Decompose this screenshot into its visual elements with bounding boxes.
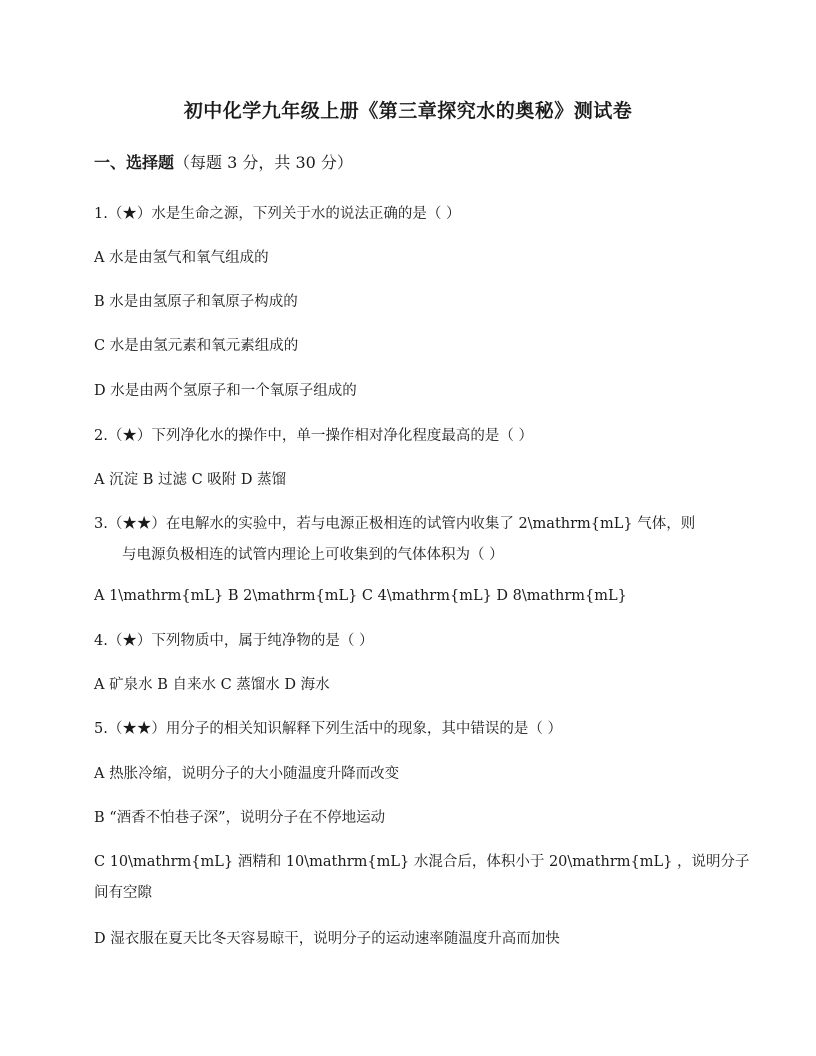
- question-3-stem-continued: 与电源负极相连的试管内理论上可收集到的气体体积为（ ）: [122, 547, 504, 563]
- question-3-stem: 3.（★★）在电解水的实验中，若与电源正极相连的试管内收集了 2\mathrm{mL} 气体，则: [94, 516, 696, 532]
- question-2-stem: 2.（★）下列净化水的操作中，单一操作相对净化程度最高的是（ ）: [94, 428, 533, 444]
- question-5-stem: 5.（★★）用分子的相关知识解释下列生活中的现象，其中错误的是（ ）: [94, 721, 562, 737]
- question-5-option-a: A 热胀冷缩，说明分子的大小随温度升降而改变: [94, 766, 400, 782]
- section-heading-label: 一、选择题: [94, 153, 175, 172]
- question-4-stem: 4.（★）下列物质中，属于纯净物的是（ ）: [94, 633, 374, 649]
- question-1-stem: 1.（★）水是生命之源，下列关于水的说法正确的是（ ）: [94, 206, 461, 222]
- question-1-option-a: A 水是由氢气和氧气组成的: [94, 250, 269, 266]
- question-1-option-c: C 水是由氢元素和氧元素组成的: [94, 338, 299, 354]
- question-3-options: A 1\mathrm{mL} B 2\mathrm{mL} C 4\mathrm{mL} D 8\mathrm{mL}: [94, 588, 627, 604]
- section-heading-note: （每题 3 分，共 30 分）: [174, 153, 353, 172]
- question-1-option-d: D 水是由两个氢原子和一个氧原子组成的: [94, 383, 357, 399]
- question-2-options: A 沉淀 B 过滤 C 吸附 D 蒸馏: [94, 472, 287, 488]
- question-4-options: A 矿泉水 B 自来水 C 蒸馏水 D 海水: [94, 677, 330, 693]
- question-5-option-b: B “酒香不怕巷子深”，说明分子在不停地运动: [94, 810, 386, 826]
- section-heading: [94, 150, 353, 173]
- question-5-option-c: C 10\mathrm{mL} 酒精和 10\mathrm{mL} 水混合后，体积小于 20\mathrm{mL} ，说明分子: [94, 854, 750, 870]
- question-5-option-c-continued: 间有空隙: [94, 885, 152, 901]
- document-title: 初中化学九年级上册《第三章探究水的奥秘》测试卷: [183, 100, 633, 122]
- question-5-option-d: D 湿衣服在夏天比冬天容易晾干，说明分子的运动速率随温度升高而加快: [94, 931, 560, 947]
- question-1-option-b: B 水是由氢原子和氧原子构成的: [94, 294, 298, 310]
